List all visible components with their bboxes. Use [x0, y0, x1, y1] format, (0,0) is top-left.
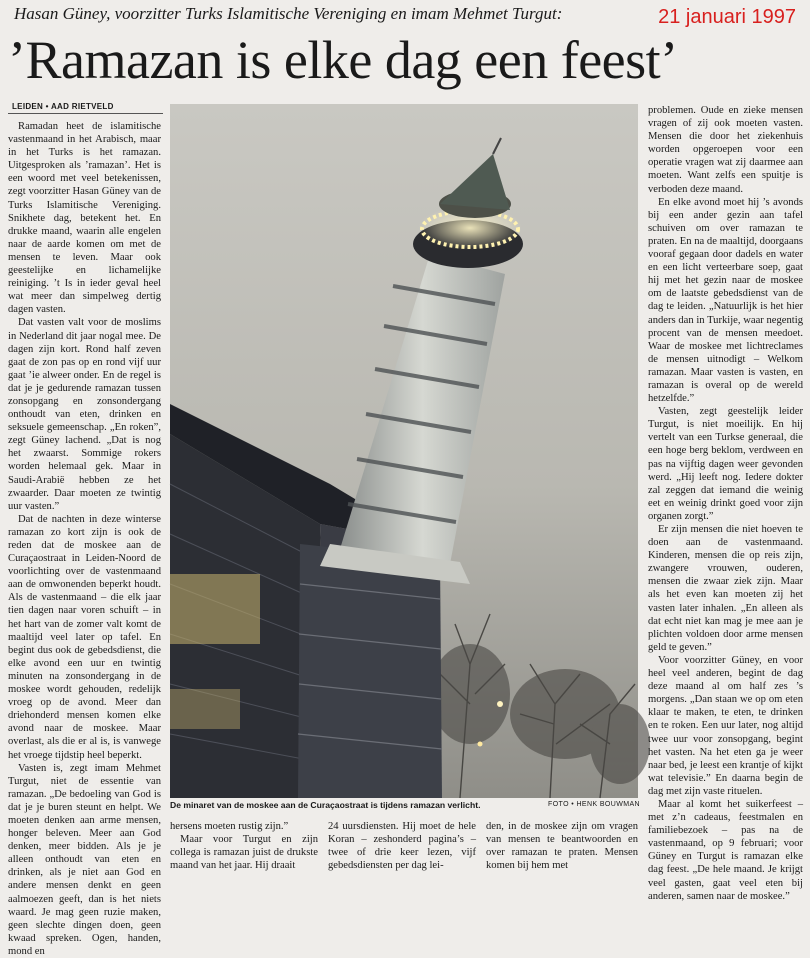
article-column-1	[8, 120, 161, 957]
article-column-3	[328, 820, 476, 875]
byline: LEIDEN • AAD RIETVELD	[12, 102, 114, 111]
paragraph: Voor voorzitter Güney, en voor heel veel anderen, begint de dag deze maand al om half zes ’s morgens. „Dan staan we op om eten klaar te maken, te eten, te drinken en te roken. Een uur later, nog altijd twee uur voor zonsopgang, begint het vasten. Na het eten ga je weer naar bed, je leest een krantje of kijkt wat televisie.” En daarna begin de dag met zijn vaste rituelen.	[648, 654, 803, 797]
paragraph: den, in de moskee zijn om vragen van mensen te beantwoorden en over ramazan te praten. Mensen komen bij hem met	[486, 821, 638, 872]
photo-credit: FOTO • HENK BOUWMAN	[548, 801, 640, 808]
paragraph: Dat de nachten in deze winterse ramazan zo kort zijn is ook de reden dat de moskee aan de Curaçaostraat in Leiden-Noord de voorlichting over de vastenmaand aan de omwonenden beperkt houdt. Als de vastenmaand – die elk jaar tien dagen naar voren schuift – in het hart van de zomer valt komt de maaltijd veel later op tafel. En begint dus ook de gebedsdienst, die elke avond een uur en twintig minuten na zonsondergang in de moskee wordt gehouden, redelijk vroeg op de avond. Meer dan driehonderd mensen komen elke avond naar de moskee. Maar overlast, als die er al is, is vanwege het vroege tijdstip heel beperkt.	[8, 513, 161, 761]
paragraph: Dat vasten valt voor de moslims in Nederland dit jaar nogal mee. De dagen zijn kort. Rond half zeven gaat de zon pas op en rond vijf uur gaat ’ie alweer onder. En de regel is dat je je gedurende ramazan tussen zonsopgang en zonsondergang onthoudt van eten, drinken en seksuele gemeenschap. „En roken”, zegt Güney lachend. „Dat is nog het zwaarst. Sommige rokers worden helemaal gek. Maar in Saudi-Arabië hebben ze het zwaarder. Daar moeten ze twintig uur vasten.”	[8, 317, 161, 512]
article-column-4-bottom	[486, 820, 638, 875]
headline: ’Ramazan is elke dag een feest’	[8, 30, 678, 90]
minaret-photo	[170, 104, 638, 798]
byline-rule	[8, 113, 163, 114]
paragraph: Vasten, zegt geestelijk leider Turgut, is niet moeilijk. En hij vertelt van een Turkse generaal, die een hoge berg beklom, verdween en pas na vijftig dagen weer gevonden werd. „Hij leeft nog. Iedere dokter zal zeggen dat iemand die weinig eet en weinig drinkt goed voor zijn organen zorgt.”	[648, 406, 803, 522]
paragraph: hersens moeten rustig zijn.”	[170, 821, 289, 832]
paragraph: problemen. Oude en zieke mensen vragen of zij ook moeten vasten. Mensen die door het ziekenhuis worden opgeroepen voor een operatie vragen wat zij daarmee aan moeten. Want zelfs een spuitje is verboden deze maand.	[648, 105, 803, 195]
paragraph: 24 uursdiensten. Hij moet de hele Koran – zeshonderd pagina’s – twee of drie keer lezen, vijf gebedsdiensten per dag lei-	[328, 821, 476, 872]
paragraph: En elke avond moet hij ’s avonds bij een ander gezin aan tafel schuiven om over ramazan te praten. En na de maaltijd, doorgaans vooraf gegaan door dadels en water en een licht verteerbare soep, gaat hij met het gezin naar de moskee om de laatste gebedsdienst van de dag te leiden. „Natuurlijk is het hier anders dan in Turkije, waar negentig procent van de mensen meedoet. Waar de moskee met lichtreclames de mensen uitnodigt – Welkom ramazan. Maar vasten is vasten, en ramazan is overal op de wereld hetzelfde.”	[648, 196, 803, 405]
photo-caption	[170, 800, 640, 814]
paragraph: Maar al komt het suikerfeest – met z’n cadeaus, feestmalen en familiebezoek – pas na de vastenmaand, op 9 februari; voor Güney en Turgut is ramazan elke dag feest. „De hele maand. Je krijgt veel gasten, gaat veel eten bij anderen, samen naar de moskee.”	[648, 798, 803, 902]
paragraph: Vasten is, zegt imam Mehmet Turgut, niet de essentie van ramazan. „De bedoeling van God is dat je je buren steunt en helpt. We moeten denken aan arme mensen, honger beleven. Meer aan God denken, meer bidden. Als je je alleen onthoudt van eten en drinken, als je niet aan God en andere mensen denkt en geen aalmoezen geeft, dan is het niets waard. Je mag geen ruzie maken, geen slechte dingen doen, geen kwaad spreken. Ogen, handen, mond en	[8, 762, 161, 957]
paragraph: Ramadan heet de islamitische vastenmaand in het Arabisch, maar in het Turks is het ramazan. Uitgesproken als ’ramazan’. Het is een woord met veel betekenissen, zegt voorzitter Hasan Güney van de Turks Islamitische Vereniging. Snikhete dag, betekent het. En drukke maand, waarin alle engelen naar de aarde komen om met de mensen te leven. Maar ook geestelijke en lichamelijke reiniging. ’t Is in ieder geval heel wat meer dan simpelweg dertig dagen vasten.	[8, 121, 161, 316]
paragraph: Maar voor Turgut en zijn collega is ramazan juist de drukste maand van het jaar. Hij draait	[170, 834, 318, 872]
paragraph: Er zijn mensen die niet hoeven te doen aan de vastenmaand. Kinderen, mensen die op reis zijn, zwangere vrouwen, ouderen, mensen die zwaar ziek zijn. Maar als het even kan moeten zij het vasten later inhalen. „En alleen als dat echt niet kan mag je mee aan je plichten voldoen door arme mensen geld te geven.”	[648, 524, 803, 653]
caption-text: De minaret van de moskee aan de Curaçaostraat is tijdens ramazan verlicht.	[170, 800, 481, 810]
article-column-5	[648, 104, 803, 902]
kicker: Hasan Güney, voorzitter Turks Islamitische Vereniging en imam Mehmet Turgut:	[14, 4, 563, 23]
article-column-2	[170, 820, 318, 875]
publication-date: 21 januari 1997	[658, 6, 796, 28]
